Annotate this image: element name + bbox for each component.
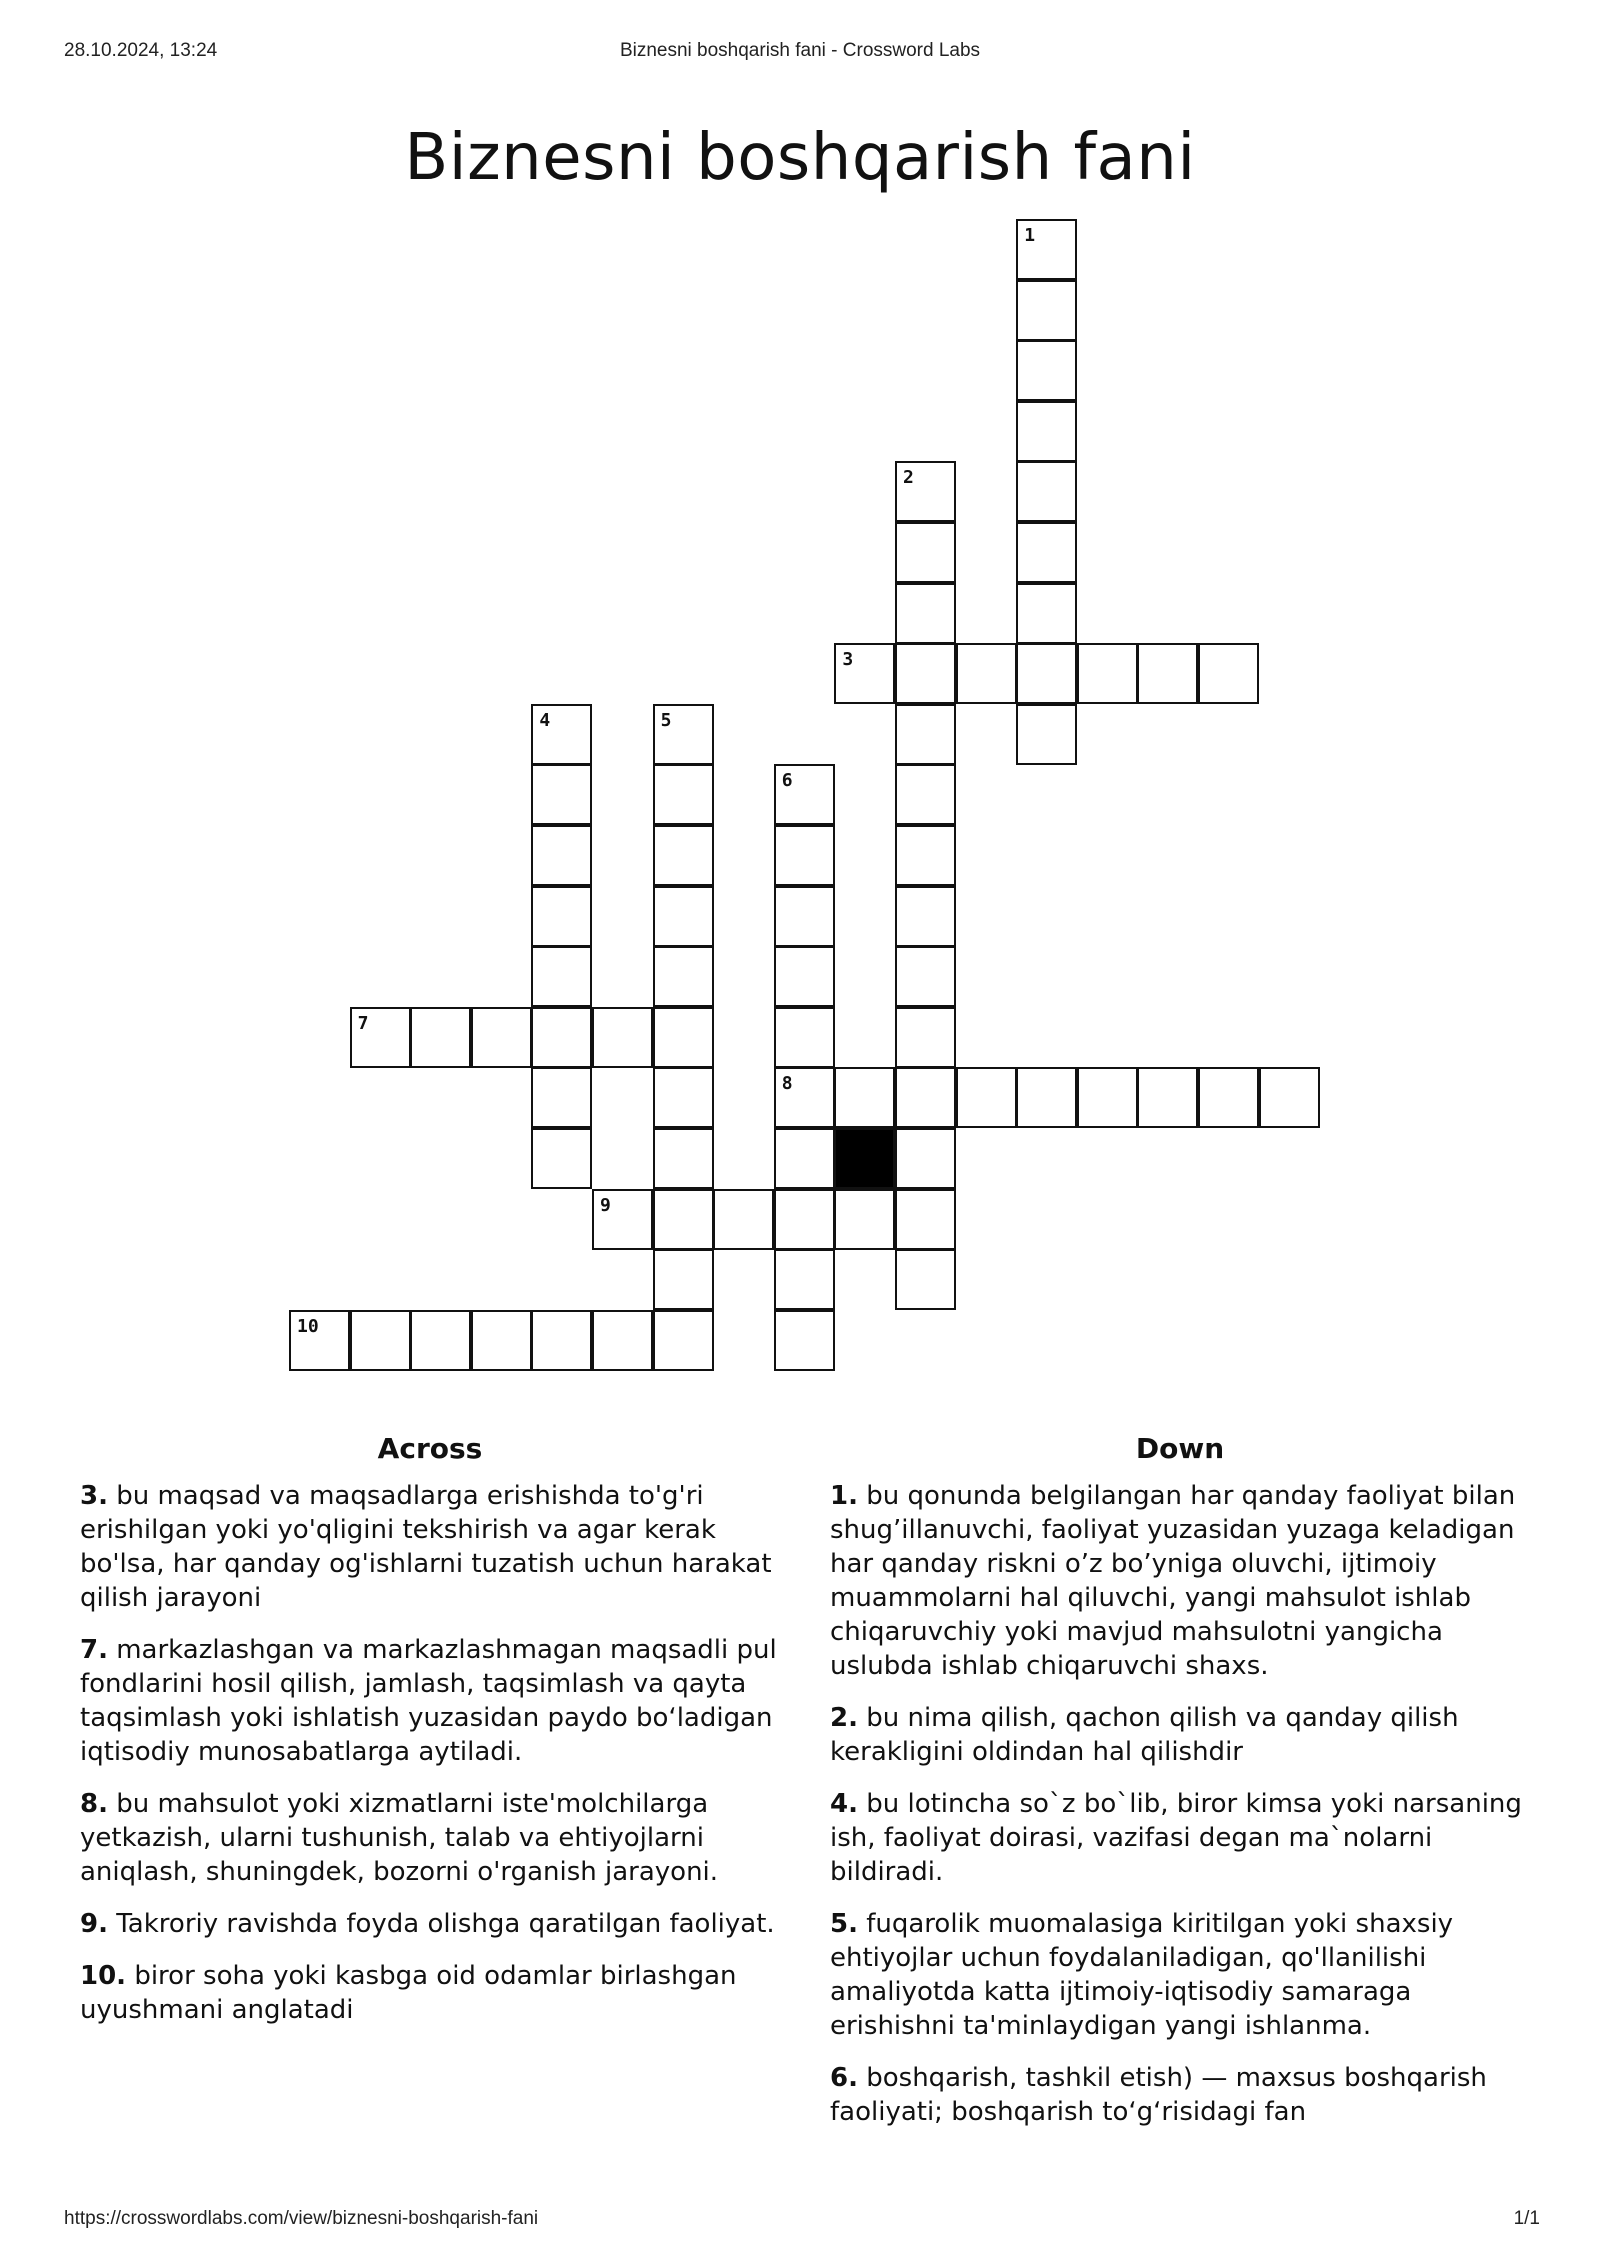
grid-cell[interactable] [1077,643,1138,704]
clue-number: 4 [539,709,551,731]
grid-cell[interactable] [956,1067,1017,1128]
clue-item-number: 5. [830,1909,858,1939]
clue-item-number: 3. [80,1481,108,1511]
down-clue-list [830,1479,1530,2129]
clue-item-text: markazlashgan va markazlashmagan maqsadli pul fondlarini hosil qilish, jamlash, taqsimlash va qayta taqsimlash yoki ishlatish yuzasidan paydo boʻladigan iqtisodiy munosabatlarga aytiladi. [80,1635,777,1767]
clue-number: 7 [357,1012,369,1034]
down-clues [830,1432,1530,2147]
grid-cell[interactable] [531,1007,592,1068]
grid-cell[interactable] [1016,401,1077,462]
grid-cell[interactable] [895,643,956,704]
across-clues [80,1432,780,2045]
clue-number: 1 [1024,225,1036,246]
clue-item-number: 8. [80,1789,108,1819]
grid-cell[interactable] [774,764,835,825]
grid-cell[interactable] [653,704,714,765]
grid-cell[interactable] [471,1310,532,1371]
grid-cell[interactable] [895,1189,956,1250]
grid-cell[interactable] [1198,643,1259,704]
print-datetime: 28.10.2024, 13:24 [64,40,218,61]
clue-item [830,1787,1530,1889]
clue-item-text: Takroriy ravishda foyda olishga qaratilgan faoliyat. [107,1909,775,1939]
grid-cell[interactable] [1016,643,1077,704]
grid-cell[interactable] [774,1128,835,1189]
grid-cell[interactable] [895,886,956,947]
grid-cell[interactable] [531,886,592,947]
grid-cell[interactable] [774,1249,835,1310]
grid-cell[interactable] [834,1067,895,1128]
black-cell [834,1128,895,1189]
grid-cell[interactable] [653,886,714,947]
grid-cell[interactable] [895,1067,956,1128]
clue-item-text: bu maqsad va maqsadlarga erishishda to'g'ri erishilgan yoki yo'qligini tekshirish va agar kerak bo'lsa, har qanday og'ishlarni tuzatish uchun harakat qilish jarayoni [80,1481,772,1613]
grid-cell[interactable] [774,1007,835,1068]
across-heading: Across [377,1432,483,1465]
grid-cell[interactable] [653,1189,714,1250]
grid-cell[interactable] [592,1007,653,1068]
grid-cell[interactable] [895,764,956,825]
clue-number: 6 [781,770,793,792]
grid-cell[interactable] [895,1249,956,1310]
grid-cell[interactable] [1016,461,1077,522]
puzzle-title: Biznesni boshqarish fani [404,120,1196,195]
clue-number: 9 [600,1194,611,1216]
grid-cell[interactable] [471,1007,532,1068]
grid-cell[interactable] [410,1310,471,1371]
grid-cell[interactable] [895,825,956,886]
grid-cell[interactable] [1137,643,1198,704]
grid-cell[interactable] [531,825,592,886]
clue-item-number: 1. [830,1481,858,1511]
clue-item [830,1701,1530,1769]
grid-cell[interactable] [1016,583,1077,644]
grid-cell[interactable] [653,1007,714,1068]
grid-cell[interactable] [713,1189,774,1250]
grid-cell[interactable] [1137,1067,1198,1128]
grid-cell[interactable] [1016,1067,1077,1128]
grid-cell[interactable] [1016,280,1077,341]
clue-number: 8 [781,1073,793,1095]
print-url: https://crosswordlabs.com/view/biznesni-boshqarish-fani [64,2208,539,2229]
clue-number: 5 [660,709,672,731]
clue-item-text: bu mahsulot yoki xizmatlarni iste'molchilarga yetkazish, ularni tushunish, talab va ehtiyojlarni aniqlash, shuningdek, bozorni o'rganish jarayoni. [80,1789,719,1887]
grid-cell[interactable] [774,1189,835,1250]
grid-cell[interactable] [834,1189,895,1250]
grid-cell[interactable] [1016,219,1077,280]
clue-item-number: 2. [830,1703,858,1733]
clue-item [80,1907,780,1941]
across-clue-list [80,1479,780,2027]
grid-cell[interactable] [774,825,835,886]
grid-cell[interactable] [653,946,714,1007]
grid-cell[interactable] [895,461,956,522]
grid-cell[interactable] [653,1310,714,1371]
clue-item-number: 4. [830,1789,858,1819]
grid-cell[interactable] [1016,522,1077,583]
clue-item [80,1633,780,1769]
grid-cell[interactable] [592,1189,653,1250]
clue-item [830,2061,1530,2129]
grid-cell[interactable] [653,1128,714,1189]
clue-number: 3 [842,649,854,671]
grid-cell[interactable] [410,1007,471,1068]
grid-cell[interactable] [289,1310,350,1371]
clue-number: 2 [903,467,914,489]
grid-cell[interactable] [895,1007,956,1068]
grid-cell[interactable] [653,1067,714,1128]
grid-cell[interactable] [653,1249,714,1310]
clue-item-text: bu qonunda belgilangan har qanday faoliyat bilan shug’illanuvchi, faoliyat yuzasidan yuzaga keladigan har qanday riskni o’z bo’yniga oluvchi, ijtimoiy muammolarni hal qiluvchi, yangi mahsulot ishlab chiqaruvchiy yoki mavjud mahsulotni yangicha uslubda ishlab chiqaruvchi shaxs. [830,1481,1516,1681]
clue-item-text: biror soha yoki kasbga oid odamlar birlashgan uyushmani anglatadi [80,1961,737,2025]
grid-cell[interactable] [350,1007,411,1068]
grid-cell[interactable] [895,704,956,765]
grid-cell[interactable] [1016,704,1077,765]
grid-cell[interactable] [895,522,956,583]
grid-cell[interactable] [895,946,956,1007]
grid-cell[interactable] [1016,340,1077,401]
grid-cell[interactable] [592,1310,653,1371]
clue-item [830,1907,1530,2043]
clue-item-text: fuqarolik muomalasiga kiritilgan yoki shaxsiy ehtiyojlar uchun foydalaniladigan, qo'llanilishi amaliyotda katta ijtimoiy-iqtisodiy samaraga erishishni ta'minlaydigan yangi ishlanma. [830,1909,1454,2041]
clue-item-number: 10. [80,1961,127,1991]
grid-cell[interactable] [774,886,835,947]
grid-cell[interactable] [774,1067,835,1128]
clue-item [830,1479,1530,1683]
grid-cell[interactable] [956,643,1017,704]
clue-item-number: 9. [80,1909,108,1939]
clue-item-number: 6. [830,2063,858,2093]
clue-item-text: bu nima qilish, qachon qilish va qanday qilish kerakligini oldindan hal qilishdir [830,1703,1459,1767]
grid-cell[interactable] [531,704,592,765]
clue-item-text: bu lotincha so`z bo`lib, biror kimsa yoki narsaning ish, faoliyat doirasi, vazifasi degan ma`nolarni bildiradi. [830,1789,1522,1887]
grid-cell[interactable] [1077,1067,1138,1128]
print-page-title: Biznesni boshqarish fani - Crossword Labs [619,40,981,61]
grid-cell[interactable] [531,764,592,825]
grid-cell[interactable] [531,1310,592,1371]
print-page-count: 1/1 [1513,2208,1540,2229]
grid-cell[interactable] [531,1067,592,1128]
clue-number: 10 [297,1315,319,1337]
grid-cell[interactable] [531,1128,592,1189]
clue-item [80,1787,780,1889]
grid-cell[interactable] [653,764,714,825]
grid-cell[interactable] [531,946,592,1007]
clue-item [80,1959,780,2027]
grid-cell[interactable] [350,1310,411,1371]
grid-cell[interactable] [1198,1067,1259,1128]
down-heading: Down [1135,1432,1225,1465]
grid-cell[interactable] [834,643,895,704]
grid-cell[interactable] [1259,1067,1320,1128]
clue-item [80,1479,780,1615]
clue-item-number: 7. [80,1635,108,1665]
grid-cell[interactable] [895,583,956,644]
grid-cell[interactable] [653,825,714,886]
grid-cell[interactable] [895,1128,956,1189]
grid-cell[interactable] [774,946,835,1007]
grid-cell[interactable] [774,1310,835,1371]
clue-item-text: boshqarish, tashkil etish) — maxsus boshqarish faoliyati; boshqarish toʻgʻrisidagi fan [830,2063,1487,2127]
